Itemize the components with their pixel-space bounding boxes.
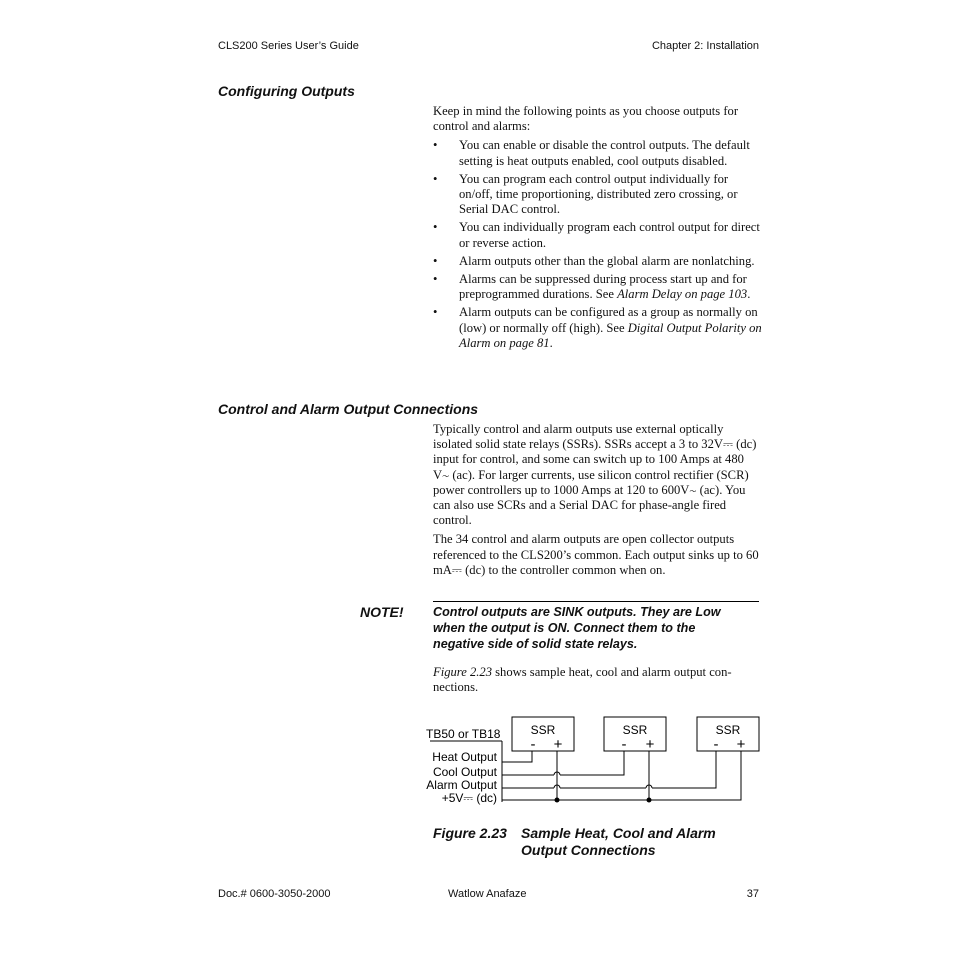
cross-reference: Digital Output Polarity on Alarm on page 81 [459, 320, 762, 350]
figure-intro-paragraph: Figure 2.23 shows sample heat, cool and alarm output connections. [433, 665, 732, 695]
section-title-configuring-outputs: Configuring Outputs [218, 83, 355, 99]
ssr-plus: + [736, 736, 746, 753]
page-number: 37 [746, 888, 759, 900]
list-item: • Alarm outputs can be configured as a group as normally on (low) or normally off (high). See Digital Output Polarity on Alarm on page 81. [433, 305, 762, 350]
alarm-output-wire [652, 751, 716, 788]
list-item: • Alarm outputs other than the global alarm are nonlatching. [433, 253, 755, 268]
junction-dot [555, 798, 560, 803]
row-label-heat: Heat Output [432, 750, 497, 764]
note-label: NOTE! [360, 604, 404, 620]
ssr-plus: + [645, 736, 655, 753]
junction-dot [647, 798, 652, 803]
running-header-right: Chapter 2: Installation [651, 40, 759, 52]
list-item: • You can individually program each control output for direct or reverse action. [433, 220, 760, 250]
ssr-label: SSR [622, 723, 648, 737]
heat-output-wire [502, 751, 532, 762]
row-label-alarm: Alarm Output [426, 778, 497, 792]
terminal-label: TB50 or TB18 [426, 727, 501, 741]
ssr-minus: - [713, 736, 719, 753]
cross-reference: Alarm Delay on page 103 [617, 287, 748, 302]
intro-paragraph: Keep in mind the following points as you choose outputs for control and alarms: [433, 104, 739, 134]
footer-publisher: Watlow Anafaze [448, 888, 527, 900]
row-label-5v: +5V⎓ (dc) [441, 791, 497, 805]
row-label-cool: Cool Output [432, 765, 497, 779]
ssr-plus: + [553, 736, 563, 753]
list-item: • Alarms can be suppressed during process start up and for preprogrammed durations. See Alarm Delay on page 103. [433, 272, 751, 302]
ssr-minus: - [621, 736, 627, 753]
footer-doc-number: Doc.# 0600-3050-2000 [218, 888, 331, 900]
figure-number: Figure 2.23 [433, 825, 507, 841]
ssr-label: SSR [715, 723, 741, 737]
figure-caption: Sample Heat, Cool and Alarm Output Connections [521, 825, 716, 858]
list-item: • You can program each control output individually for on/off, time proportioning, distributed zero crossing, or Serial DAC control. [433, 171, 738, 217]
running-header-left: CLS200 Series User’s Guide [218, 40, 359, 52]
note-text: Control outputs are SINK outputs. They are Low when the output is ON. Connect them to the negative side of solid state relays. [433, 605, 721, 651]
list-item: • You can enable or disable the control outputs. The default setting is heat outputs enabled, cool outputs disabled. [433, 138, 750, 168]
paragraph: Typically control and alarm outputs use external optically isolated solid state relays (SSRs). SSRs accept a 3 to 32V⎓ (dc) input for control, and some can switch up to 100 Amps at 480 V∼ (ac). For larger currents, use silicon control rectifier (SCR) power controllers up to 1000 Amps at 120 to 600V∼ (ac). You can also use SCRs and a Serial DAC for phase-angle fired control. [433, 422, 757, 528]
paragraph: The 34 control and alarm outputs are open collector outputs referenced to the CLS200’s common. Each output sinks up to 60 mA⎓ (dc) to the controller common when on. [433, 532, 759, 577]
cool-output-wire [560, 751, 624, 775]
figure-reference: Figure 2.23 [433, 665, 492, 679]
ssr-minus: - [530, 736, 536, 753]
section-title-output-connections: Control and Alarm Output Connections [218, 401, 479, 417]
ssr-label: SSR [530, 723, 556, 737]
